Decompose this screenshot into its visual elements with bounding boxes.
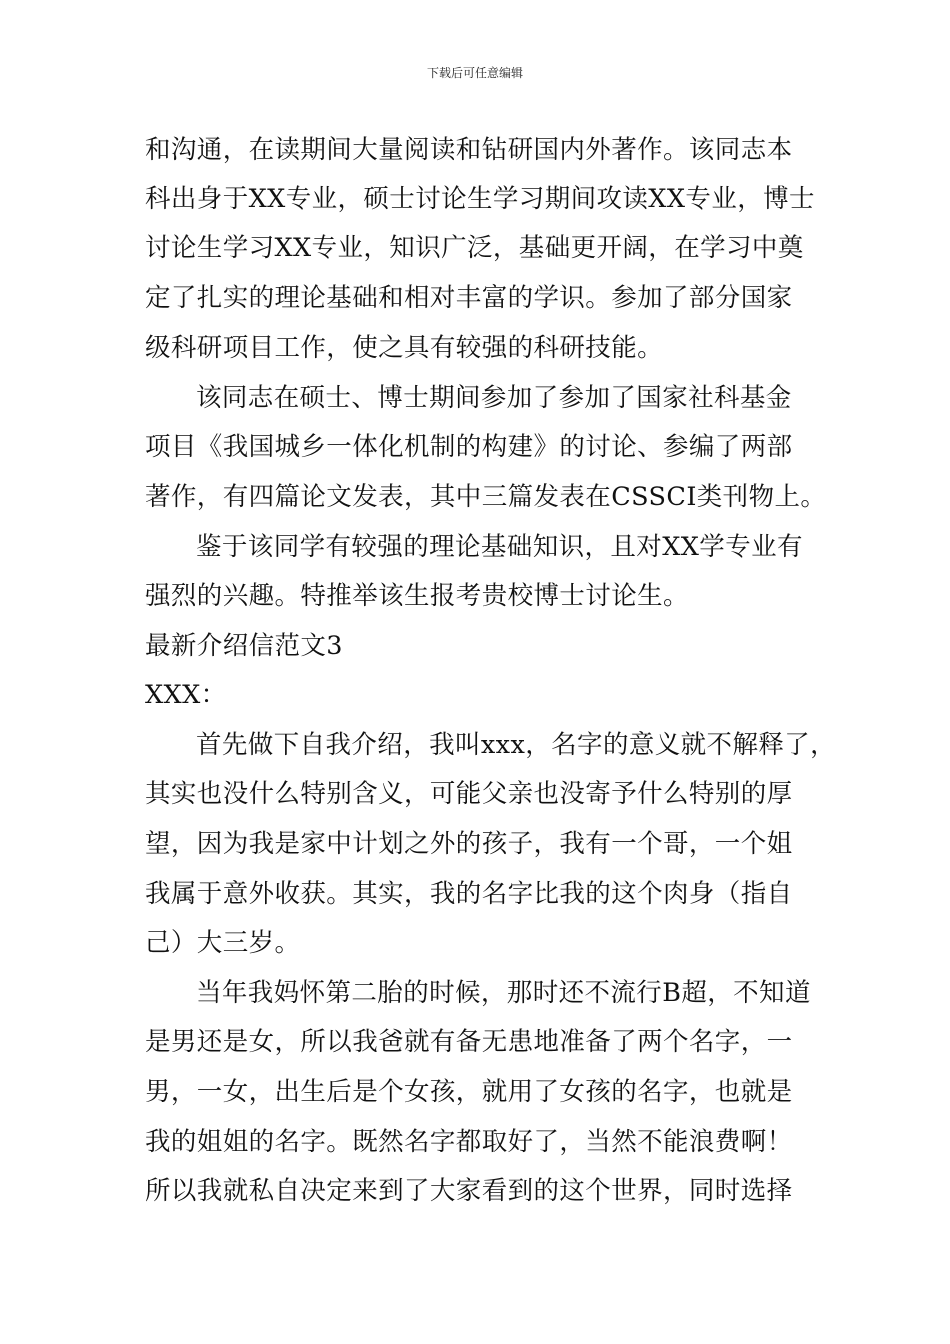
text-line: 定了扎实的理论基础和相对丰富的学识。参加了部分国家 xyxy=(145,283,793,313)
text-line: 其实也没什么特别含义，可能父亲也没寄予什么特别的厚 xyxy=(145,779,793,809)
text-line: 级科研项目工作，使之具有较强的科研技能。 xyxy=(145,333,664,363)
salutation: XXX： xyxy=(145,680,227,710)
text-line: 项目《我国城乡一体化机制的构建》的讨论、参编了两部 xyxy=(145,432,793,462)
text-line: 和沟通，在读期间大量阅读和钻研国内外著作。该同志本 xyxy=(145,135,793,165)
text-line: 我的姐姐的名字。既然名字都取好了，当然不能浪费啊！ xyxy=(145,1127,793,1157)
text-line: 讨论生学习XX专业，知识广泛，基础更开阔，在学习中奠 xyxy=(145,233,804,263)
text-line: 所以我就私自决定来到了大家看到的这个世界，同时选择 xyxy=(145,1176,793,1206)
text-line: 是男还是女，所以我爸就有备无患地准备了两个名字，一 xyxy=(145,1027,793,1057)
text-line: 著作，有四篇论文发表，其中三篇发表在CSSCI类刊物上。 xyxy=(145,482,827,512)
paragraph-start: 首先做下自我介绍，我叫xxx，名字的意义就不解释了， xyxy=(196,730,837,760)
text-line: 望，因为我是家中计划之外的孩子，我有一个哥，一个姐 xyxy=(145,829,793,859)
text-line: 我属于意外收获。其实，我的名字比我的这个肉身（指自 xyxy=(145,879,793,909)
section-heading: 最新介绍信范文3 xyxy=(145,631,343,661)
text-line: 强烈的兴趣。特推举该生报考贵校博士讨论生。 xyxy=(145,581,689,611)
paragraph-start: 当年我妈怀第二胎的时候，那时还不流行B超，不知道 xyxy=(196,978,811,1008)
paragraph-start: 该同志在硕士、博士期间参加了参加了国家社科基金 xyxy=(196,383,792,413)
text-line: 己）大三岁。 xyxy=(145,928,301,958)
paragraph-start: 鉴于该同学有较强的理论基础知识，且对XX学专业有 xyxy=(196,532,803,562)
page-header: 下载后可任意编辑 xyxy=(426,66,523,80)
text-line: 男，一女，出生后是个女孩，就用了女孩的名字，也就是 xyxy=(145,1077,793,1107)
text-line: 科出身于XX专业，硕士讨论生学习期间攻读XX专业，博士 xyxy=(145,184,815,214)
